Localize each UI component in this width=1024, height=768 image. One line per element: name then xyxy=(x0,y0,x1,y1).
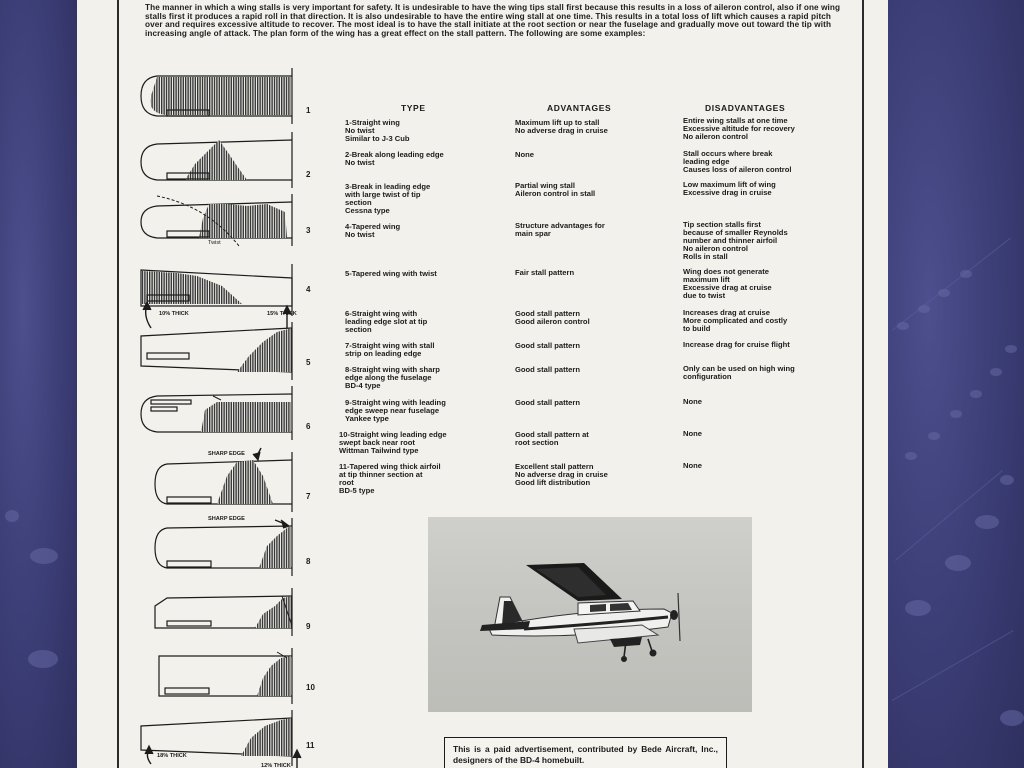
wing-number-9: 9 xyxy=(306,622,311,631)
wing-diagram-7 xyxy=(155,448,292,512)
left-border-rule xyxy=(117,0,119,768)
intro-paragraph: The manner in which a wing stalls is very important for safety. It is undesirable to have the wing tips stall first because this results in a loss of aileron control, also if one wing stalls first it produces a rapid roll in that direction. It is also undesirable to have the entire wing stall at one time. This results in a total loss of lift which causes a rapid pitch over and requires excessive altitude to recover. The most ideal is to have the stall initiate at the root section or near the fuselage and gradually move out toward the tip with increasing angle of attack. The plan form of the wing has a great effect on the stall pattern. The following are some examples: xyxy=(145,3,841,38)
wing-number-7: 7 xyxy=(306,492,311,501)
label-12-thick: 12% THICK xyxy=(261,763,291,768)
wing-diagram-6 xyxy=(141,386,292,440)
row-5-disadvantages: Wing does not generate maximum lift Excessive drag at cruise due to twist xyxy=(683,267,772,300)
wing-number-4: 4 xyxy=(306,285,311,294)
row-2-disadvantages: Stall occurs where break leading edge Causes loss of aileron control xyxy=(683,149,792,174)
row-9-disadvantages: None xyxy=(683,397,702,406)
wing-diagram-2 xyxy=(141,132,292,188)
wing-diagram-10 xyxy=(159,648,292,704)
row-7-disadvantages: Increase drag for cruise flight xyxy=(683,340,790,349)
wing-diagram-3 xyxy=(141,194,292,246)
wing-number-5: 5 xyxy=(306,358,311,367)
row-11-advantages: Excellent stall pattern No adverse drag in cruise Good lift distribution xyxy=(515,462,608,487)
label-15-thick: 15% THICK xyxy=(267,311,297,317)
row-3-advantages: Partial wing stall Aileron control in stall xyxy=(515,181,596,198)
wing-number-1: 1 xyxy=(306,106,311,115)
row-4-type: 4-Tapered wing No twist xyxy=(345,222,401,239)
advertisement-notice: This is a paid advertisement, contributed by Bede Aircraft, Inc., designers of the BD-4 homebuilt. xyxy=(444,737,727,768)
row-1-type: 1-Straight wing No twist Similar to J-3 Cub xyxy=(345,118,410,143)
row-8-disadvantages: Only can be used on high wing configuration xyxy=(683,364,795,381)
wing-number-3: 3 xyxy=(306,226,311,235)
wing-number-6: 6 xyxy=(306,422,311,431)
label-sharp-edge-7: SHARP EDGE xyxy=(208,451,245,457)
wing-diagram-8 xyxy=(155,518,292,576)
row-9-advantages: Good stall pattern xyxy=(515,398,580,407)
row-11-disadvantages: None xyxy=(683,461,702,470)
slide-background-right xyxy=(888,0,1024,768)
wing-number-2: 2 xyxy=(306,170,311,179)
header-advantages: ADVANTAGES xyxy=(547,103,612,113)
label-18-thick: 18% THICK xyxy=(157,753,187,759)
header-disadvantages: DISADVANTAGES xyxy=(705,103,786,113)
wing-diagram-4 xyxy=(141,264,292,328)
wing-diagram-9 xyxy=(155,588,292,636)
airplane-icon xyxy=(428,517,752,712)
row-11-type: 11-Tapered wing thick airfoil at tip thinner section at root BD-5 type xyxy=(339,462,441,495)
row-10-type: 10-Straight wing leading edge swept back near root Wittman Tailwind type xyxy=(339,430,447,455)
row-5-type: 5-Tapered wing with twist xyxy=(345,269,437,278)
wing-number-11: 11 xyxy=(306,741,315,750)
row-6-disadvantages: Increases drag at cruise More complicated and costly to build xyxy=(683,308,788,333)
label-10-thick: 10% THICK xyxy=(159,311,189,317)
row-7-advantages: Good stall pattern xyxy=(515,341,580,350)
row-7-type: 7-Straight wing with stall strip on leading edge xyxy=(345,341,435,358)
row-10-advantages: Good stall pattern at root section xyxy=(515,430,589,447)
row-10-disadvantages: None xyxy=(683,429,702,438)
row-8-type: 8-Straight wing with sharp edge along the fuselage BD-4 type xyxy=(345,365,440,390)
row-2-type: 2-Break along leading edge No twist xyxy=(345,150,444,167)
row-4-disadvantages: Tip section stalls first because of smaller Reynolds number and thinner airfoil No aileron control Rolls in stall xyxy=(683,220,788,261)
advertisement-page xyxy=(77,0,888,768)
row-1-advantages: Maximum lift up to stall No adverse drag in cruise xyxy=(515,118,608,135)
row-6-type: 6-Straight wing with leading edge slot at tip section xyxy=(345,309,428,334)
wing-number-10: 10 xyxy=(306,683,315,692)
label-sharp-edge-8: SHARP EDGE xyxy=(208,516,245,522)
row-4-advantages: Structure advantages for main spar xyxy=(515,221,605,238)
wing-number-8: 8 xyxy=(306,557,311,566)
row-1-disadvantages: Entire wing stalls at one time Excessive altitude for recovery No aileron control xyxy=(683,116,795,141)
wing-diagrams xyxy=(137,66,317,768)
row-5-advantages: Fair stall pattern xyxy=(515,268,575,277)
row-8-advantages: Good stall pattern xyxy=(515,365,580,374)
header-type: TYPE xyxy=(401,103,426,113)
wing-diagram-1 xyxy=(141,68,292,124)
label-twist: Twist xyxy=(208,240,221,246)
row-9-type: 9-Straight wing with leading edge sweep near fuselage Yankee type xyxy=(345,398,446,423)
right-border-rule xyxy=(862,0,864,768)
wing-diagram-11 xyxy=(141,710,301,768)
airplane-photo xyxy=(428,517,752,712)
row-3-type: 3-Break in leading edge with large twist of tip section Cessna type xyxy=(345,182,431,215)
row-3-disadvantages: Low maximum lift of wing Excessive drag in cruise xyxy=(683,180,776,197)
row-2-advantages: None xyxy=(515,150,534,159)
row-6-advantages: Good stall pattern Good aileron control xyxy=(515,309,590,326)
wing-diagram-5 xyxy=(141,322,292,380)
